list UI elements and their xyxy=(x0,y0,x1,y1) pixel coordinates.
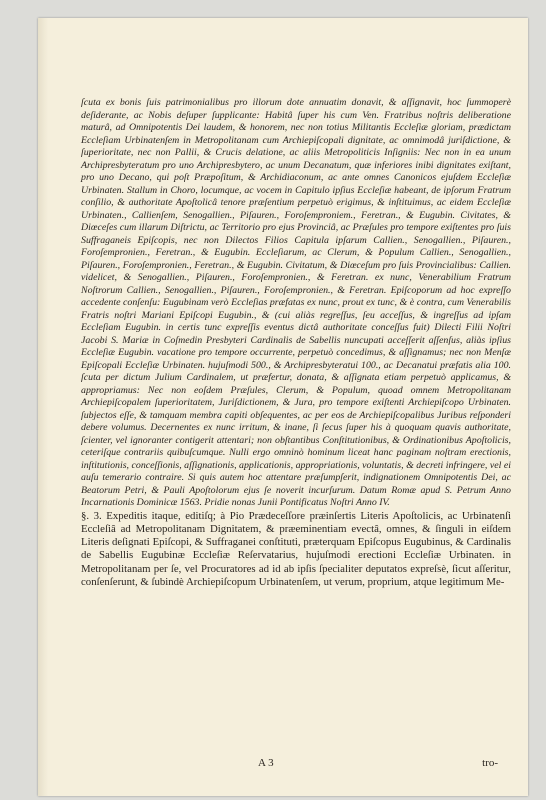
italic-paragraph: ſcuta ex bonis ſuis patrimonialibus pro illorum dote annuatim donavit, & aſſignavit, hoc ſummoperè deſiderante, ac Nobis deſuper ſupplicante: Habitâ ſuper his cum Ven. Fratribus noſtris deliberatione maturâ, ad Omnipotentis Dei laudem, & honorem, nec non totius Militantis Eccleſiæ gloriam, prædictam Eccleſiam Urbinatenſem in Metropolitanam cum Archiepiſcopali dignitate, ac omnimodâ juriſdictione, & ſuperioritate, nec non Pallii, & Crucis delatione, ac aliis Metropoliticis Inſigniis: Nec non in ea unum Archipresbyteratum pro uno Archipresbytero, ac unum Decanatum, quæ inferiores inibi dignitates exiſtant, pro uno Decano, qui poſt Præpoſitum, & Archidiaconum, ac ante omnes Canonicos ejuſdem Eccleſiæ Urbinaten. Stallum in Choro, locumque, ac vocem in Capitulo ipſius Eccleſiæ habeant, de ipſorum Fratrum conſilio, & authoritate Apoſtolicâ tenore præſentium perpetuò erigimus, & inſtituimus, ac eidem Eccleſiæ Urbinaten., Callienſem, Senogallien., Piſauren., Foroſemproniem., Feretran., & Eugubin. Civitates, & Diœceſes cum illarum Diſtrictu, ac Territorio pro ejus Provinciâ, ac Præſules pro tempore exiſtentes pro ſuis Suffraganeis Epiſcopis, nec non Dilectos Filios Capitula ipſarum Callien., Senogallien., Piſauren., Foroſempronien., Feretran., & Eugubin. Eccleſiarum, ac Clerum, & Populum Callien., Senogallien., Piſauren., Foroſempronien., Feretran., & Eugubin. Civitatum, & Diœceſum pro ſuis Provincialibus: Callien. videlicet, & Senogallien., Piſauren., Foroſempronien., & Feretran. ex nunc, Venerabilium Fratrum Noſtrorum Callien., Senogallien., Piſauren., Foroſempronien., & Feretran. Epiſcoporum ad hoc expreſſo accedente conſenſu: Eugubinam verò Eccleſias præfatas ex nunc, prout ex tunc, & è contra, cum Venerabilis Fratris noſtri Mariani Epiſcopi Eugubin., & (cui aliàs regreſſus, ſeu acceſſus, & ingreſſus ad ipſam Eccleſiam Eugubin. in certis tunc expreſſis eventus dictâ authoritate conceſſus fuit) Dilecti Filii Noſtri Jacobi S. Mariæ in Coſmedin Presbyteri Cardinalis de Sabellis nuncupati acceſſerit aſſenſus, aliàs ipſius Eccleſiæ Eugubin. vacatione pro tempore occurrente, perpetuò concedimus, & aſſignamus; nec non Menſæ Epiſcopali Eccleſiæ Urbinaten. hujuſmodi 500., & Archipresbyteratui 100., ac Decanatui præfatis alia 100. ſcuta per dictum Julium Cardinalem, ut præfertur, donata, & aſſignata etiam perpetuò applicamus, & appropriamus: Nec non eoſdem Præſules, Clerum, & Populum, quoad omnem Metropolitanam Archiepiſcopalem ſuperioritatem, Juriſdictionem, & Jura, pro tempore exiſtenti Archiepiſcopo Urbinaten. ſubjectos eſſe, & tamquam membra capiti obſequentes, ac per eos de Archiepiſcopalibus Juribus reſponderi debere volumus. Decernentes ex nunc irritum, & inane, ſi ſecus ſuper his à quoquam quavis authoritate, ſcienter, vel ignoranter contigerit attentari; non obſtantibus Conſtitutionibus, & Ordinationibus Apoſtolicis, ceteriſque contrariis quibuſcumque. Nulli ergo omninò hominum liceat hanc paginam noſtram erectionis, inſtitutionis, conceſſionis, aſſignationis, applicationis, appropriationis, voluntatis, & decreti infringere, vel ei auſu temerario contraire. Si quis autem hoc attentare præſumpſerit, indignationem Omnipotentis Dei, ac Beatorum Petri, & Pauli Apoſtolorum ejus ſe noverit incurſurum. Datum Romæ apud S. Petrum Anno Incarnationis Dominicæ 1563. Pridie nonas Junii Pontificatus Noſtri Anno IV. xyxy=(81,97,511,508)
catchword: tro- xyxy=(482,757,498,769)
page-edge xyxy=(38,18,48,796)
roman-paragraph: §. 3. Expeditis itaque, editiſq; à Pio Prædeceſſore præinſertis Literis Apoſtolicis, ac Urbinatenſi Eccleſiâ ad Metropolitanam Dignitatem, & præeminentiam evectâ, omnes, & ſinguli in eiſdem Literis deſignati Epiſcopi, & Suffraganei conſtituti, præterquam Epiſcopus Eugubinus, & Cardinalis de Sabellis Eugubinæ Eccleſiæ Reſervatarius, hujuſmodi erectioni Eccleſiæ Urbinaten. in Metropolitanam per ſe, vel Procuratores ad id ab ipſis ſpecialiter deputatos expreſsè, ſicut aſſeritur, conſenſerunt, & ſubindè Archiepiſcopum Urbinatenſem, ut verum, proprium, atque legitimum Me- xyxy=(81,509,511,588)
text-block xyxy=(81,97,511,589)
signature-mark: A 3 xyxy=(258,757,274,769)
document-page xyxy=(38,18,528,796)
